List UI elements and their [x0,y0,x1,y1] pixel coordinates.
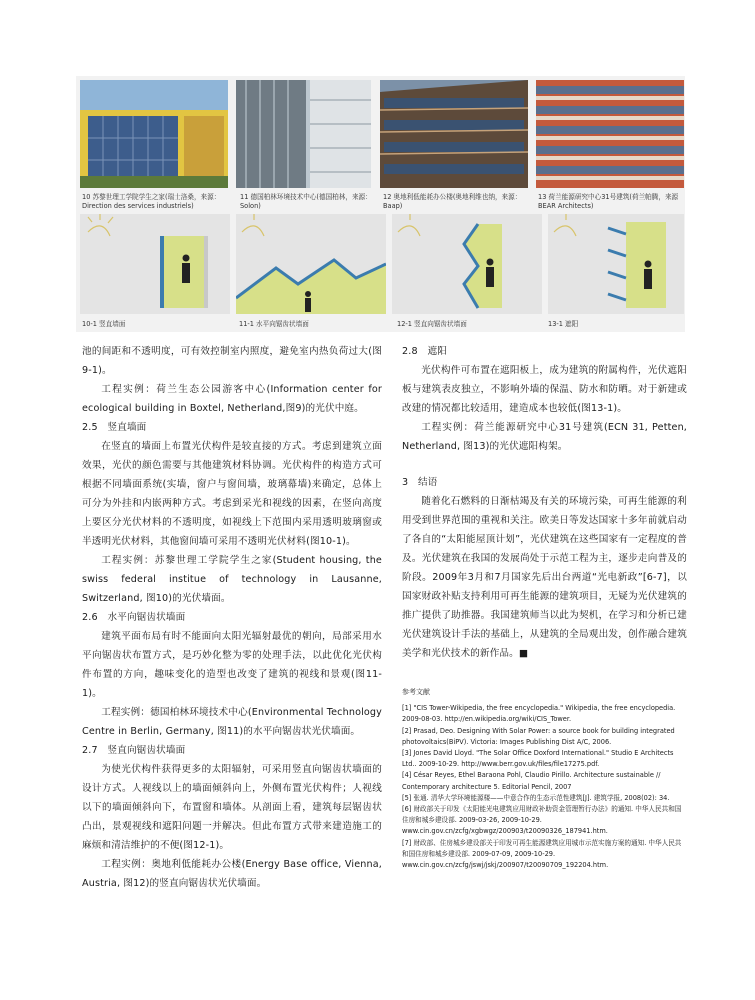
diagram-13-1 [548,214,684,314]
paragraph: 光伏构件可布置在遮阳板上，成为建筑的附属构件，光伏遮阳板与建筑表皮独立，不影响外墙的保温、防水和防晒。对于新建或改建的情况都比较适用，建造成本也较低(图13-1)。 [402,365,687,414]
paragraph: 工程实例：荷兰生态公园游客中心(Information center for ecological building in Boxtel, Netherland,图9)的光伏中庭。 [82,384,382,414]
caption-fig12: 12 奥地利低能耗办公楼(奥地利维也纳，来源：Baap) [383,193,522,210]
reference-item: [2] Prasad, Deo. Designing With Solar Power: a source book for building integrated photovoltaics(BiPV). Victoria: Images Publishing Dist A/C, 2006. [402,726,675,746]
photo-fig10 [80,80,228,188]
references-title: 参考文献 [402,688,430,696]
section-heading: 2.7 竖直向锯齿状墙面 [82,745,186,756]
diagram-11-1 [236,214,386,314]
caption-fig11: 11 德国柏林环境技术中心(德国柏林，来源：Solon) [240,193,372,210]
reference-item: [7] 财政部、住房城乡建设部关于印发可再生能源建筑应用城市示范实施方案的通知. 中华人民共和国住房和城乡建设部. 2009-07-09, 2009-10-29. www.cin.gov.cn/zcfg/jswj/jskj/200907/t20090709_192204.htm. [402,838,682,870]
right-column [402,342,687,663]
diagram-12-1 [392,214,542,314]
section-gap [402,456,687,473]
paragraph: 池的间距和不透明度，可有效控制室内照度，避免室内热负荷过大(图9-1)。 [82,346,382,376]
photo-fig12 [380,80,528,188]
references [402,687,687,871]
subcaption-10-1: 10-1 竖直墙面 [82,320,126,328]
reference-item: [6] 财政部关于印发《太阳能光电建筑应用财政补助资金管理暂行办法》的通知. 中华人民共和国住房和城乡建设部. 2009-03-26, 2009-10-29. www.cin.gov.cn/zcfg/xgbwgz/200903/t20090326_187941.htm. [402,805,682,836]
section-heading: 2.5 竖直墙面 [82,422,147,433]
photo-fig13 [536,80,684,188]
photo-fig11 [236,80,371,188]
person-icon [486,259,494,288]
paragraph: 工程实例：德国柏林环境技术中心(Environmental Technology Centre in Berlin, Germany, 图11)的水平向锯齿状光伏墙面。 [82,707,382,737]
paragraph: 工程实例：苏黎世理工学院学生之家(Student housing, the swiss federal institue of technology in Lausanne, Switzerland, 图10)的光伏墙面。 [82,555,382,604]
sun-icon [88,214,113,236]
subcaption-11-1: 11-1 水平向锯齿状墙面 [239,320,309,328]
section-heading: 2.6 水平向锯齿状墙面 [82,612,186,623]
section-heading: 2.8 遮阳 [402,346,447,357]
left-column [82,342,382,893]
subcaption-13-1: 13-1 遮阳 [548,320,579,328]
paragraph: 在竖直的墙面上布置光伏构件是较直接的方式。考虑到建筑立面效果，光伏的颜色需要与其他建筑材料协调。光伏构件的构造方式可根据不同墙面系统(实墙，窗户与窗间墙，玻璃幕墙)来确定，总体上可分为外挂和内嵌两种方式。考虑到采光和视线的因素，在竖向高度上要区分光伏材料的不透明度，如视线上下范围内采用透明玻璃窗或半透明光伏材料，其他窗间墙可采用不透明光伏材料(图10-1)。 [82,441,382,547]
sun-icon [242,214,264,236]
person-icon [644,261,652,290]
paragraph: 为使光伏构件获得更多的太阳辐射，可采用竖直向锯齿状墙面的设计方式。人视线以上的墙面倾斜向上，外侧布置光伏构件；人视线以下的墙面倾斜向下，布置窗和墙体。从剖面上看，建筑每层锯齿状凸出，景观视线和遮阳问题一并解决。但此布置方式带来建造施工的麻烦和清洁维护的不便(图12-1)。 [82,764,382,851]
person-icon [305,291,311,312]
diagram-10-1 [80,214,230,314]
subcaption-12-1: 12-1 竖直向锯齿状墙面 [397,320,467,328]
paragraph: 工程实例：奥地利低能耗办公楼(Energy Base office, Vienna, Austria, 图12)的竖直向锯齿状光伏墙面。 [82,859,382,889]
reference-item: [3] Jones David Lloyd. "The Solar Office Doxford International." Studio E Architects Ltd.. 2009-10-29. http://www.berr.gov.uk/files/file17275.pdf. [402,749,674,769]
caption-fig10: 10 苏黎世理工学院学生之家(瑞士洛桑，来源：Direction des services industriels) [82,193,221,210]
reference-item: [4] César Reyes, Ethel Baraona Pohl, Claudio Pirillo. Architecture sustainable // Contemporary architecture 5. Editorial Pencil, 2007 [402,771,661,791]
section-heading: 3 结语 [402,477,438,488]
paragraph: 工程实例：荷兰能源研究中心31号建筑(ECN 31, Petten, Netherland, 图13)的光伏遮阳构架。 [402,422,687,452]
paragraph: 随着化石燃料的日渐枯竭及有关的环境污染，可再生能源的利用受到世界范围的重视和关注。欧美日等发达国家十多年前就启动了各自的“太阳能屋顶计划”，光伏建筑在这些国家有一定程度的普及。光伏建筑在我国的发展尚处于示范工程为主，逐步走向普及的阶段。2009年3月和7月国家先后出台两道“光电新政”[6-7]，以国家财政补贴支持利用可再生能源的建筑项目，无疑为光伏建筑的推广提供了助推器。我国建筑师当以此为契机，在学习和分析已建光伏建筑设计手法的基础上，从建筑的全局观出发，创作融合建筑美学和光伏技术的新作品。■ [402,496,687,659]
reference-item: [1] "CIS Tower-Wikipedia, the free encyclopedia." Wikipedia, the free encyclopedia. 2009-08-03. http://en.wikipedia.org/wiki/CIS_Tower. [402,704,676,724]
sun-icon [398,214,420,236]
reference-item: [5] 张通. 清华大学环境能源楼——中意合作的生态示范性建筑[J]. 建筑学报, 2008(02): 34. [402,793,670,802]
sun-icon [554,214,576,236]
paragraph: 建筑平面布局有时不能面向太阳光辐射最优的朝向，局部采用水平向锯齿状布置方式，是巧妙化整为零的处理手法，以此优化光伏构件布置的方向，趣味变化的造型也改变了建筑的视线和景观(图11-1)。 [82,631,382,699]
caption-fig13: 13 荷兰能源研究中心31号建筑(荷兰帕腾，来源 BEAR Architects) [538,193,679,210]
person-icon [182,255,190,284]
